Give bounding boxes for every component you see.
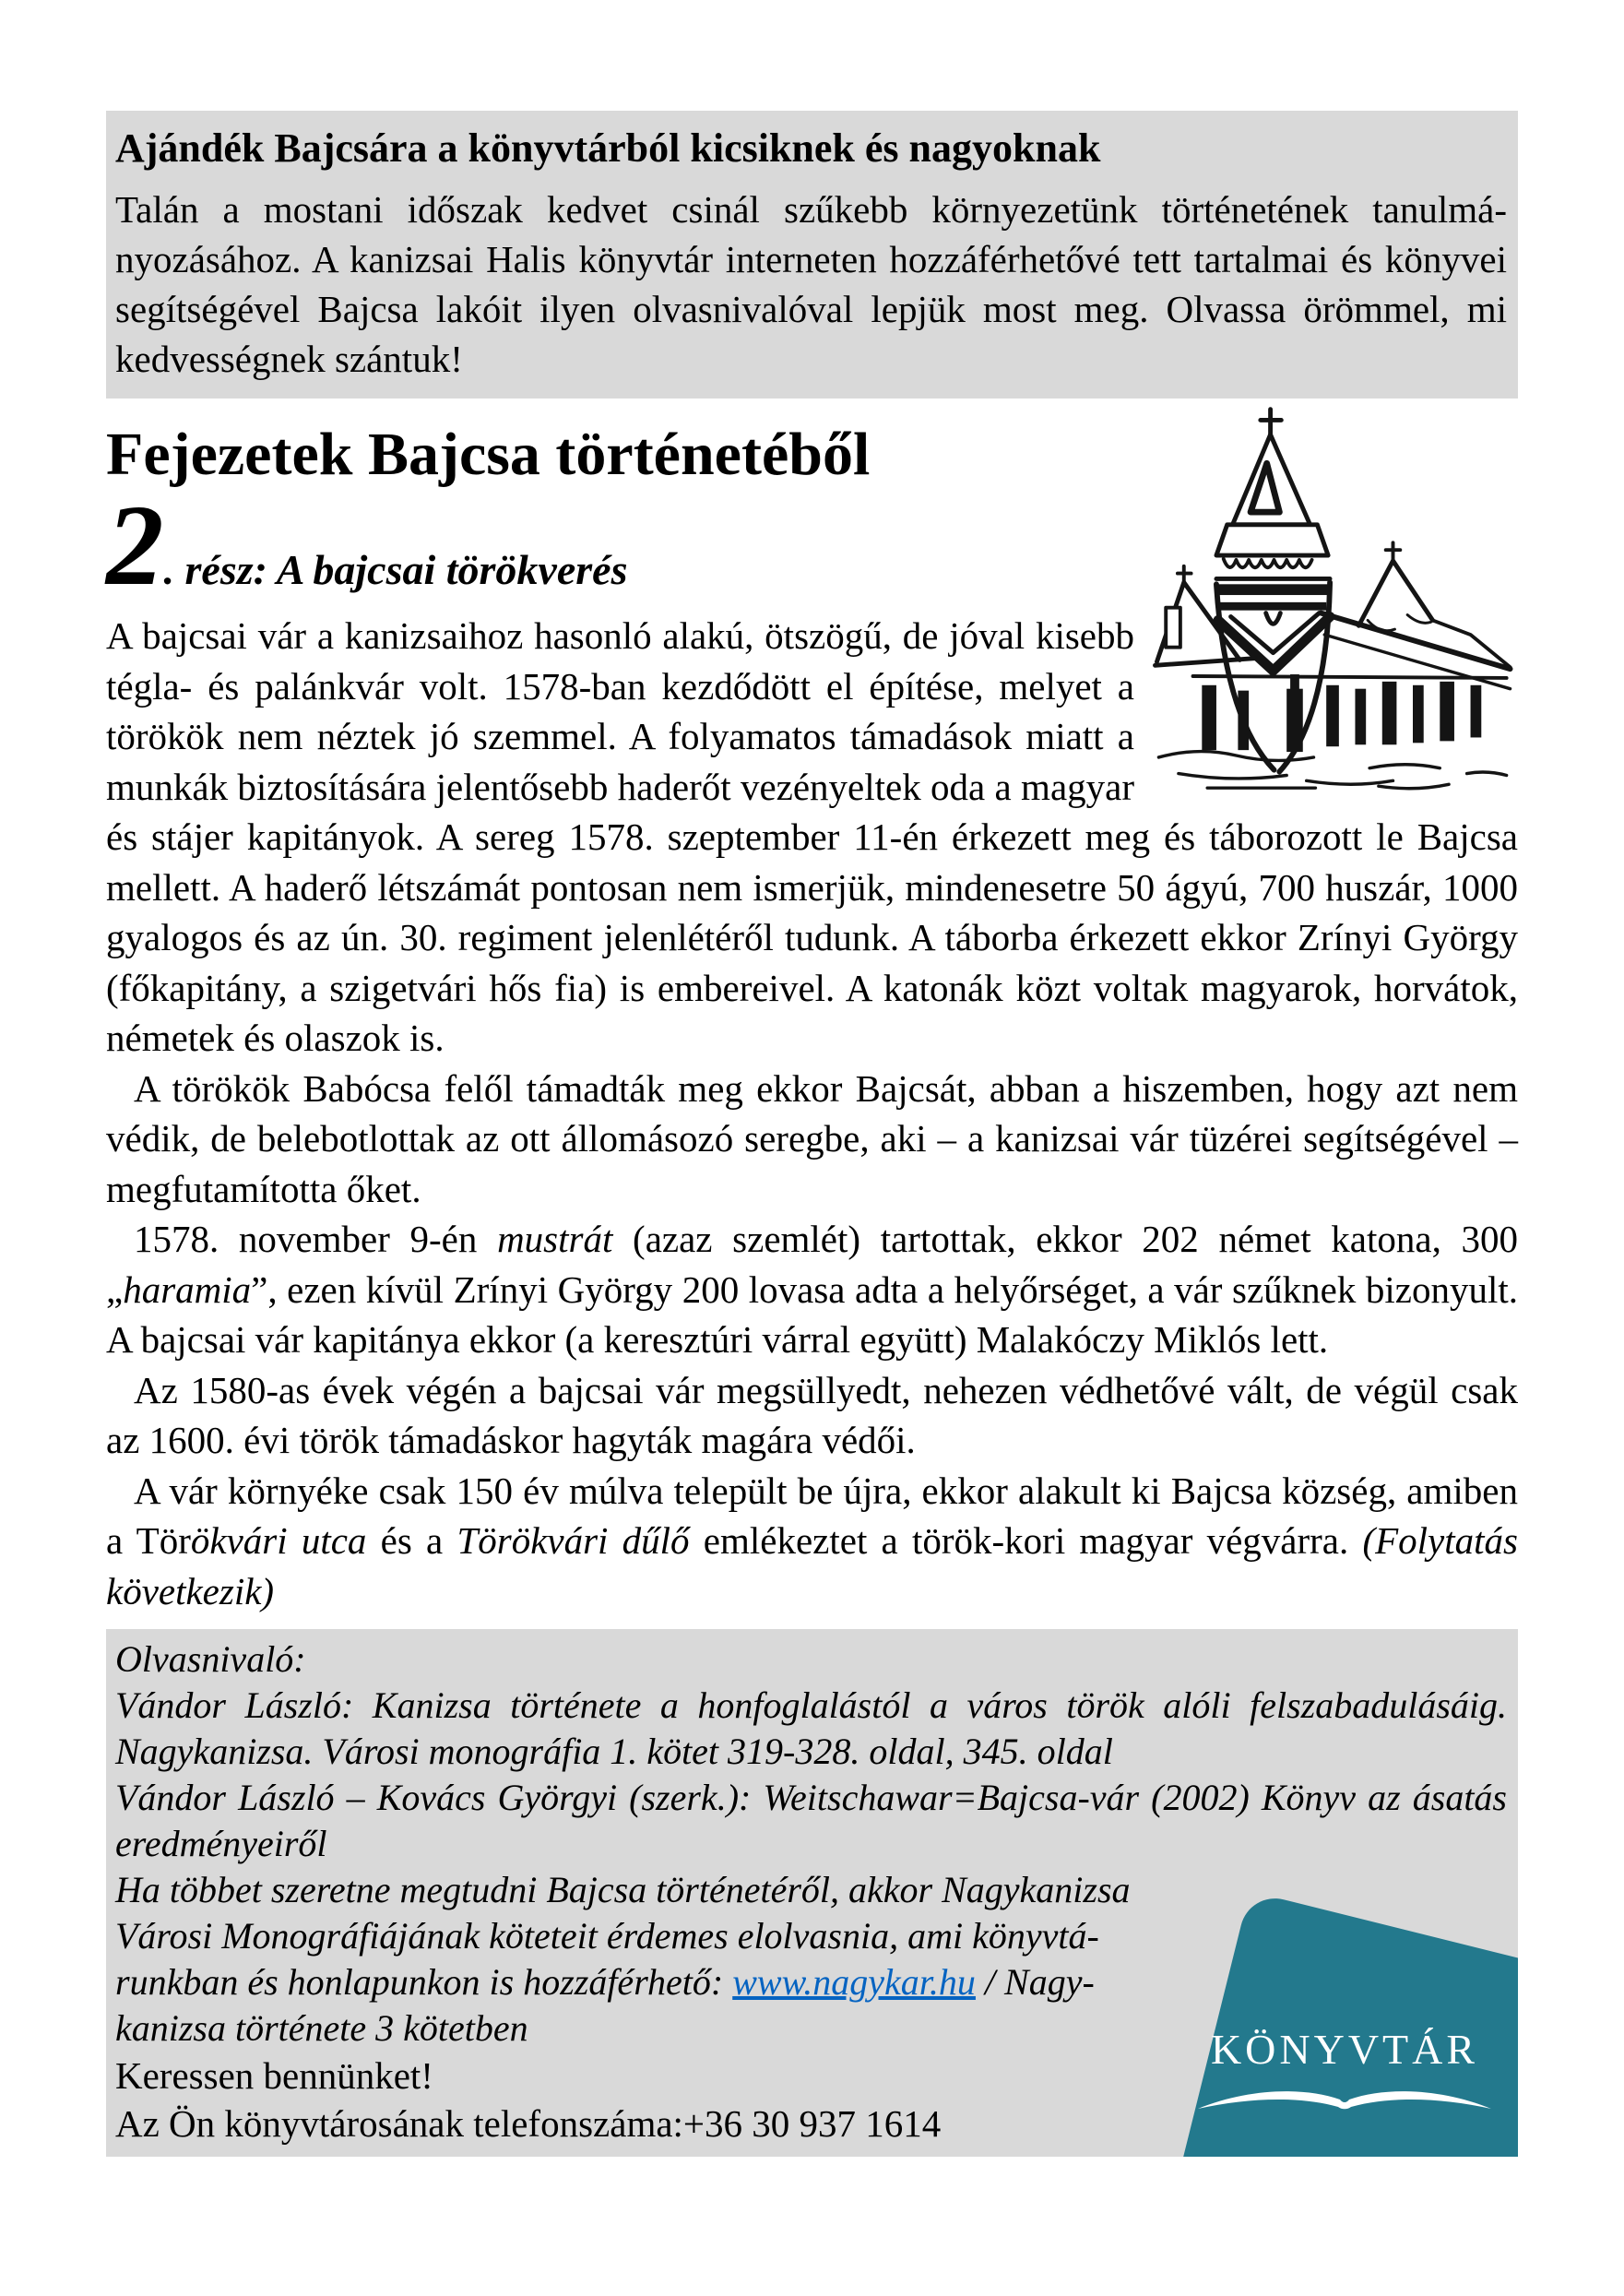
body-paragraph: A bajcsai vár a kanizsaihoz hasonló alakú, ötszögű, de jóval kisebb tégla- és palánkvár volt. 1578-ban kezdődött el építése, melyet a törökök nem néztek jó szemmel. A folyamatos támadások miatt a munkák biztosítására jelentősebb haderőt vezényeltek oda a magyar és stájer kapitányok. A sereg 1578. szeptember 11-én érkezett meg és táborozott le Bajcsa mellett. A haderő létszámát pontosan nem ismerjük, mindenesetre 50 ágyú, 700 huszár, 1000 gyalogos és az ún. 30. regiment jelenlétéről tudunk. A táborba érkezett ekkor Zrínyi György (főkapitány, a szigetvári hős fia) is embereivel. A katonák közt voltak magyarok, horvátok, németek és olaszok is.: [106, 614, 1518, 1059]
article-title: Fejezetek Bajcsa történetéből: [106, 421, 871, 488]
logo-wordmark: KÖNYVTÁR: [1210, 2026, 1479, 2073]
subtitle-text: . rész: A bajcsai törökverés: [163, 546, 628, 593]
reading-item: Vándor László: Kanizsa története a honfoglalástól a város török alóli felszabadulásáig. Nagykanizsa. Városi monográfia 1. kötet 319-328. oldal, 345. oldal: [115, 1684, 1507, 1772]
church-illustration: [1149, 399, 1518, 795]
header-box: [106, 111, 1518, 399]
church-drawing-icon: [1149, 399, 1518, 795]
body-paragraph: A vár környéke csak 150 év múlva települt be újra, ekkor alakult ki Bajcsa község, amiben a Törökvári utca és a Törökvári dűlő emlékeztet a török-kori magyar végvárra. (Folytatás következik): [106, 1469, 1518, 1612]
body-paragraph: Az 1580-as évek végén a bajcsai vár megsüllyedt, nehezen védhetővé vált, de végül csak az 1600. évi török támadáskor hagyták magára védői.: [106, 1368, 1518, 1461]
body-paragraph: 1578. november 9-én mustrát (azaz szemlét) tartottak, ekkor 202 német katona, 300 „haramia”, ezen kívül Zrínyi György 200 lovasa adta a helyőrséget, a vár szűknek bizonyult. A bajcsai vár kapitánya ekkor (a keresztúri várral együtt) Malakóczy Miklós lett.: [106, 1218, 1518, 1361]
header-title: Ajándék Bajcsára a könyvtárból kicsiknek és nagyoknak: [115, 125, 1101, 171]
open-book-icon: [1192, 2077, 1497, 2118]
reading-item: Vándor László – Kovács Györgyi (szerk.): Weitschawar=Bajcsa-vár (2002) Könyv az ásatás eredményeiről: [115, 1777, 1507, 1864]
librarian-phone: Az Ön könyvtárosának telefonszáma:+36 30 937 1614: [115, 2102, 942, 2145]
header-paragraph: Talán a mostani időszak kedvet csinál szűkebb környezetünk történetének tanulmányozásához. A kanizsai Halis könyvtár interneten hozzáférhetővé tett tartalmai és könyvei segítségével Bajcsa lakóit ilyen olvasnivalóval lepjük most meg. Olvassa örömmel, mi kedvességnek szántuk!: [115, 188, 1507, 380]
part-number: 2: [106, 482, 164, 610]
reading-box: [106, 1629, 1518, 2157]
contact-invite: Keressen bennünket!: [115, 2054, 433, 2097]
reading-heading: Olvasnivaló:: [115, 1638, 306, 1680]
body-paragraph: A törökök Babócsa felől támadták meg ekkor Bajcsát, abban a hiszemben, hogy azt nem védik, de belebotlottak az ott állomásozó seregbe, aki – a kanizsai vár tüzérei segítségével – megfutamította őket.: [106, 1066, 1518, 1210]
nagykar-link[interactable]: www.nagykar.hu: [732, 1961, 976, 2003]
reading-item: Ha többet szeretne megtudni Bajcsa történetéről, akkor Nagykanizsa Városi Monográfiájának köteteit érdemes elolvasnia, ami könyvtá- runkban és honlapunkon is hozzáférhető: www.nagykar.hu / Nagy- kanizsa története 3 kötetben: [115, 1869, 1131, 2049]
library-logo: [1174, 2024, 1515, 2118]
